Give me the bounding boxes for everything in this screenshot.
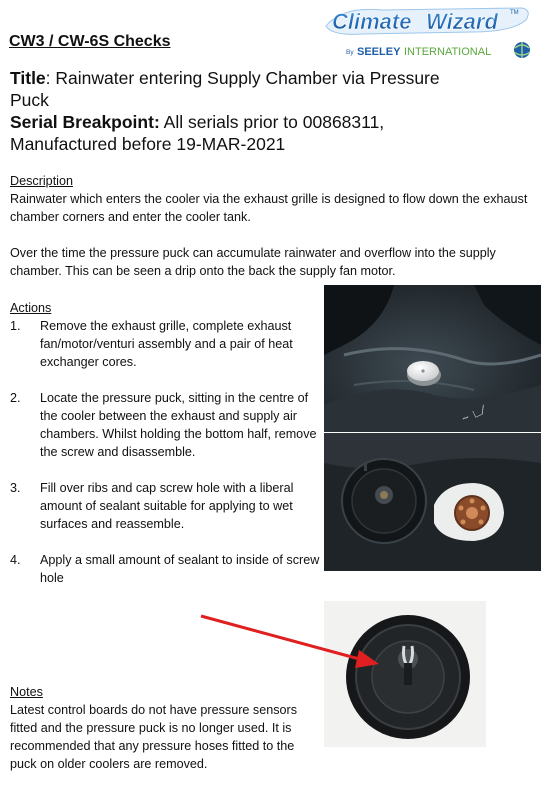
description-section <box>10 172 530 280</box>
climate-wizard-logo <box>322 2 536 62</box>
action-number: 3. <box>10 481 21 495</box>
actions-list <box>10 317 320 587</box>
svg-text:Wizard: Wizard <box>426 9 498 34</box>
title-block <box>10 67 460 155</box>
action-text: Apply a small amount of sealant to inside of screw hole <box>40 553 320 585</box>
action-item <box>10 551 320 587</box>
serial-line <box>10 111 460 155</box>
serial-label: Serial Breakpoint: <box>10 112 160 132</box>
action-text: Fill over ribs and cap screw hole with a liberal amount of sealant suitable for applying to wet surfaces and reassemble. <box>40 481 294 531</box>
action-number: 2. <box>10 391 21 405</box>
action-text: Locate the pressure puck, sitting in the centre of the cooler between the exhaust and supply air chambers. Whilst holding the bottom half, remove the screw and disassemble. <box>40 391 317 459</box>
action-item <box>10 317 320 371</box>
serial-value: All serials prior to 00868311, Manufactured before 19-MAR-2021 <box>10 112 385 154</box>
action-number: 1. <box>10 319 21 333</box>
globe-logo-icon <box>514 42 530 58</box>
action-number: 4. <box>10 553 21 567</box>
title-line <box>10 67 460 111</box>
svg-text:INTERNATIONAL: INTERNATIONAL <box>404 46 492 58</box>
notes-heading: Notes <box>10 685 43 699</box>
svg-text:SEELEY: SEELEY <box>357 46 401 58</box>
description-paragraph-1: Rainwater which enters the cooler via the exhaust grille is designed to flow down the exhaust chamber corners and enter the cooler tank. <box>10 192 528 224</box>
photo-puck-disassembled <box>324 433 541 571</box>
svg-text:~ ∟∕: ~ ∟∕ <box>459 402 488 426</box>
title-label: Title <box>10 68 46 88</box>
logo-graphic <box>322 2 536 62</box>
notes-text: Latest control boards do not have pressure sensors fitted and the pressure puck is no longer used. It is recommended that any pressure hoses fitted to the puck on older coolers are removed. <box>10 703 298 771</box>
svg-text:By: By <box>346 49 354 56</box>
action-item <box>10 389 320 461</box>
description-heading: Description <box>10 174 73 188</box>
svg-text:TM: TM <box>510 10 519 16</box>
actions-section <box>10 299 320 587</box>
action-item <box>10 479 320 533</box>
red-arrow-icon <box>195 606 385 676</box>
action-text: Remove the exhaust grille, complete exhaust fan/motor/venturi assembly and a pair of heat exchanger cores. <box>40 319 293 369</box>
description-paragraph-2: Over the time the pressure puck can accumulate rainwater and overflow into the supply chamber. This can be seen a drip onto the back the supply fan motor. <box>10 246 496 278</box>
actions-heading: Actions <box>10 301 52 315</box>
title-value: : Rainwater entering Supply Chamber via Pressure Puck <box>10 68 440 110</box>
photo-pressure-puck-in-cooler <box>324 285 541 432</box>
document-heading: CW3 / CW-6S Checks <box>9 33 171 50</box>
notes-section <box>10 683 315 773</box>
svg-text:Climate: Climate <box>332 9 412 34</box>
